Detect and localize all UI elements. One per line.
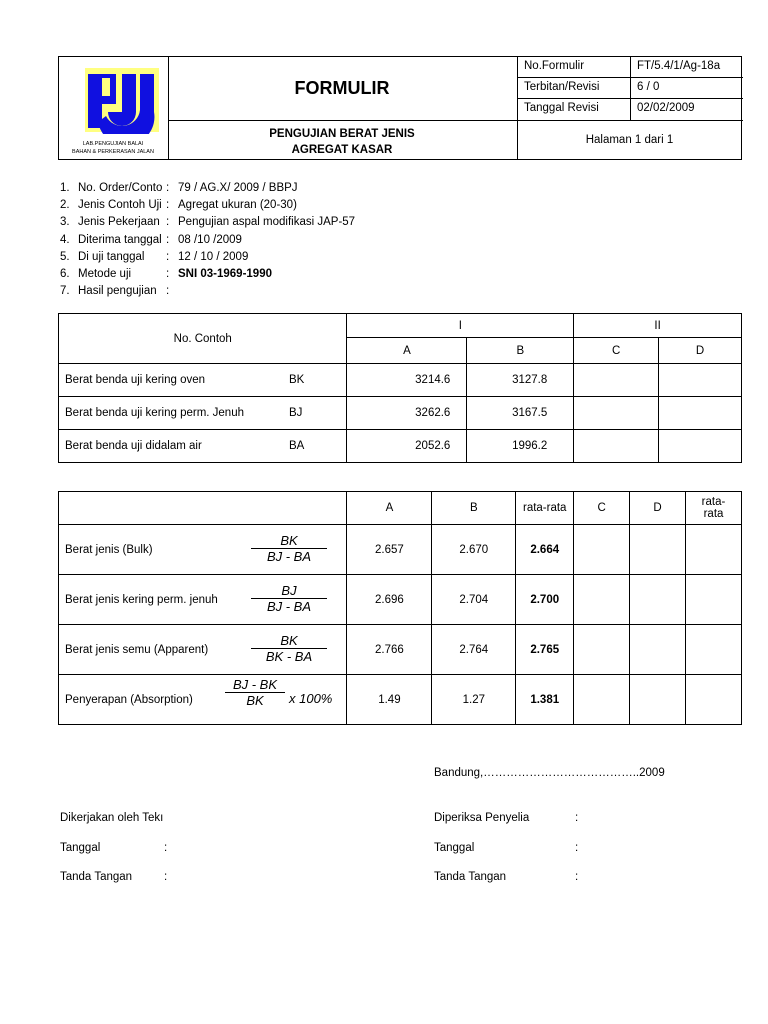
info-separator: :	[166, 250, 170, 263]
table-row	[59, 430, 742, 463]
signature-label: Tanda Tangan	[434, 871, 507, 883]
value-average: 2.700	[516, 575, 574, 625]
value-c	[574, 397, 659, 430]
place-date: Bandung,…………………………………..2009	[434, 767, 665, 779]
info-row	[60, 232, 460, 249]
value-c	[574, 525, 630, 575]
formula-denominator: BK	[225, 692, 285, 708]
formula-label: Berat jenis (Bulk)	[65, 543, 153, 556]
value-a: 3214.6	[347, 364, 467, 397]
value-b: 2.764	[432, 625, 516, 675]
formula-cell	[59, 575, 347, 625]
info-label: Metode uji	[78, 267, 132, 280]
value-a: 2.766	[347, 625, 432, 675]
info-separator: :	[166, 216, 170, 229]
meta-value-0: FT/5.4/1/Ag-18a	[637, 60, 721, 72]
value-b: 2.670	[432, 525, 516, 575]
info-number: 5.	[60, 250, 70, 263]
value-c	[574, 364, 659, 397]
value-average: 2.664	[516, 525, 574, 575]
info-value: 08 /10 /2009	[178, 233, 242, 246]
info-value: Agregat ukuran (20-30)	[178, 199, 297, 212]
info-separator: :	[166, 285, 170, 298]
formula-denominator: BJ - BA	[251, 598, 327, 614]
info-list	[60, 180, 460, 300]
row-label: Berat benda uji didalam air	[65, 440, 202, 452]
formula-suffix: x 100%	[289, 691, 333, 706]
info-label: Jenis Pekerjaan	[78, 216, 160, 229]
sample-weights-table	[58, 313, 742, 463]
value-d	[659, 397, 742, 430]
info-label: Diterima tanggal	[78, 233, 162, 246]
signature-label: Tanggal	[434, 841, 475, 854]
col-a-header: A	[347, 338, 467, 364]
signature-separator: :	[575, 812, 579, 824]
pu-logo-icon	[82, 66, 162, 134]
row-symbol: BK	[289, 374, 305, 386]
value-average-2	[686, 625, 742, 675]
table-row	[59, 397, 742, 430]
value-average-2	[686, 675, 742, 725]
formula-fraction	[251, 583, 327, 614]
t2-col-avg: rata-rata	[516, 492, 574, 525]
info-number: 6.	[60, 267, 70, 280]
formula-denominator: BJ - BA	[251, 548, 327, 564]
value-c	[574, 675, 630, 725]
value-d	[630, 675, 686, 725]
form-title: FORMULIR	[294, 78, 390, 98]
formula-fraction	[251, 533, 327, 564]
value-b: 1996.2	[467, 430, 574, 463]
info-label: Di uji tanggal	[78, 250, 145, 263]
t2-col-c: C	[574, 492, 630, 525]
signature-separator: :	[575, 841, 579, 854]
formula-denominator: BK - BA	[251, 648, 327, 664]
value-b: 1.27	[432, 675, 516, 725]
info-value: Pengujian aspal modifikasi JAP-57	[178, 216, 356, 229]
formula-numerator: BJ - BK	[232, 677, 278, 692]
table-row	[59, 364, 742, 397]
value-a: 1.49	[347, 675, 432, 725]
info-number: 3.	[60, 216, 70, 229]
table-row	[59, 575, 742, 625]
row-label-cell	[59, 397, 347, 430]
meta-label-2: Tanggal Revisi	[524, 102, 599, 114]
value-a: 3262.6	[347, 397, 467, 430]
value-b: 3167.5	[467, 397, 574, 430]
info-label: No. Order/Conto	[78, 182, 163, 194]
info-number: 1.	[60, 182, 70, 194]
info-row	[60, 266, 460, 283]
t2-col-a: A	[347, 492, 432, 525]
signature-label: Diperiksa Penyelia	[434, 812, 530, 824]
info-label: Jenis Contoh Uji	[78, 199, 162, 212]
value-d	[630, 625, 686, 675]
t2-col-avg2: rata-rata	[686, 492, 742, 525]
value-average-2	[686, 575, 742, 625]
signature-label: Tanda Tangan	[60, 871, 133, 883]
info-separator: :	[166, 199, 170, 212]
value-d	[659, 364, 742, 397]
row-symbol: BA	[289, 440, 305, 452]
info-row	[60, 180, 460, 197]
group-1-header: I	[347, 314, 574, 338]
form-subtitle-2: AGREGAT KASAR	[291, 144, 393, 156]
blank-header	[59, 492, 347, 525]
meta-label-1: Terbitan/Revisi	[524, 81, 600, 93]
logo	[82, 66, 162, 134]
meta-label-0: No.Formulir	[524, 60, 585, 72]
info-label: Hasil pengujian	[78, 285, 157, 298]
table-row	[59, 675, 742, 725]
info-row	[60, 197, 460, 214]
value-c	[574, 625, 630, 675]
value-average-2	[686, 525, 742, 575]
row-label-cell	[59, 364, 347, 397]
value-a: 2.657	[347, 525, 432, 575]
signature-separator: :	[164, 841, 168, 854]
info-number: 4.	[60, 233, 70, 246]
t2-col-b: B	[432, 492, 516, 525]
info-row	[60, 214, 460, 231]
formula-numerator: BK	[280, 633, 298, 648]
info-row	[60, 283, 460, 300]
no-contoh-header: No. Contoh	[59, 314, 347, 364]
value-average: 2.765	[516, 625, 574, 675]
signature-label: Dikerjakan oleh Tekı	[60, 812, 164, 824]
info-value: 79 / AG.X/ 2009 / BBPJ	[178, 182, 298, 194]
value-a: 2.696	[347, 575, 432, 625]
formula-cell	[59, 525, 347, 575]
value-d	[630, 575, 686, 625]
formula-numerator: BK	[280, 533, 298, 548]
info-number: 7.	[60, 285, 70, 298]
t2-col-d: D	[630, 492, 686, 525]
info-separator: :	[166, 267, 170, 280]
col-c-header: C	[574, 338, 659, 364]
specific-gravity-table	[58, 491, 742, 725]
info-separator: :	[166, 182, 170, 194]
value-a: 2052.6	[347, 430, 467, 463]
value-d	[659, 430, 742, 463]
formula-fraction	[225, 677, 285, 708]
logo-caption-1: LAB.PENGUJIAN BALAI	[82, 141, 144, 147]
info-value: SNI 03-1969-1990	[178, 267, 272, 280]
value-d	[630, 525, 686, 575]
formula-numerator: BJ	[281, 583, 297, 598]
form-subtitle-1: PENGUJIAN BERAT JENIS	[269, 128, 415, 140]
table-row	[59, 525, 742, 575]
formula-fraction	[251, 633, 327, 664]
page-number: Halaman 1 dari 1	[585, 134, 674, 146]
meta-value-1: 6 / 0	[637, 81, 660, 93]
row-label: Berat benda uji kering perm. Jenuh	[65, 407, 244, 419]
row-symbol: BJ	[289, 407, 303, 419]
value-c	[574, 430, 659, 463]
row-label: Berat benda uji kering oven	[65, 374, 206, 386]
group-2-header: II	[574, 314, 742, 338]
row-label-cell	[59, 430, 347, 463]
col-d-header: D	[659, 338, 742, 364]
formula-cell	[59, 625, 347, 675]
signature-separator: :	[164, 871, 168, 883]
info-separator: :	[166, 233, 170, 246]
formula-label: Berat jenis semu (Apparent)	[65, 643, 209, 656]
info-row	[60, 249, 460, 266]
signature-separator: :	[575, 871, 579, 883]
col-b-header: B	[467, 338, 574, 364]
value-average: 1.381	[516, 675, 574, 725]
formula-label: Penyerapan (Absorption)	[65, 693, 193, 706]
formula-cell	[59, 675, 347, 725]
formula-label: Berat jenis kering perm. jenuh	[65, 593, 218, 606]
info-number: 2.	[60, 199, 70, 212]
info-value: 12 / 10 / 2009	[178, 250, 249, 263]
value-c	[574, 575, 630, 625]
meta-value-2: 02/02/2009	[637, 102, 695, 114]
value-b: 2.704	[432, 575, 516, 625]
signature-label: Tanggal	[60, 841, 101, 854]
logo-caption-2: BAHAN & PERKERASAN JALAN	[72, 149, 154, 155]
table-row	[59, 625, 742, 675]
value-b: 3127.8	[467, 364, 574, 397]
